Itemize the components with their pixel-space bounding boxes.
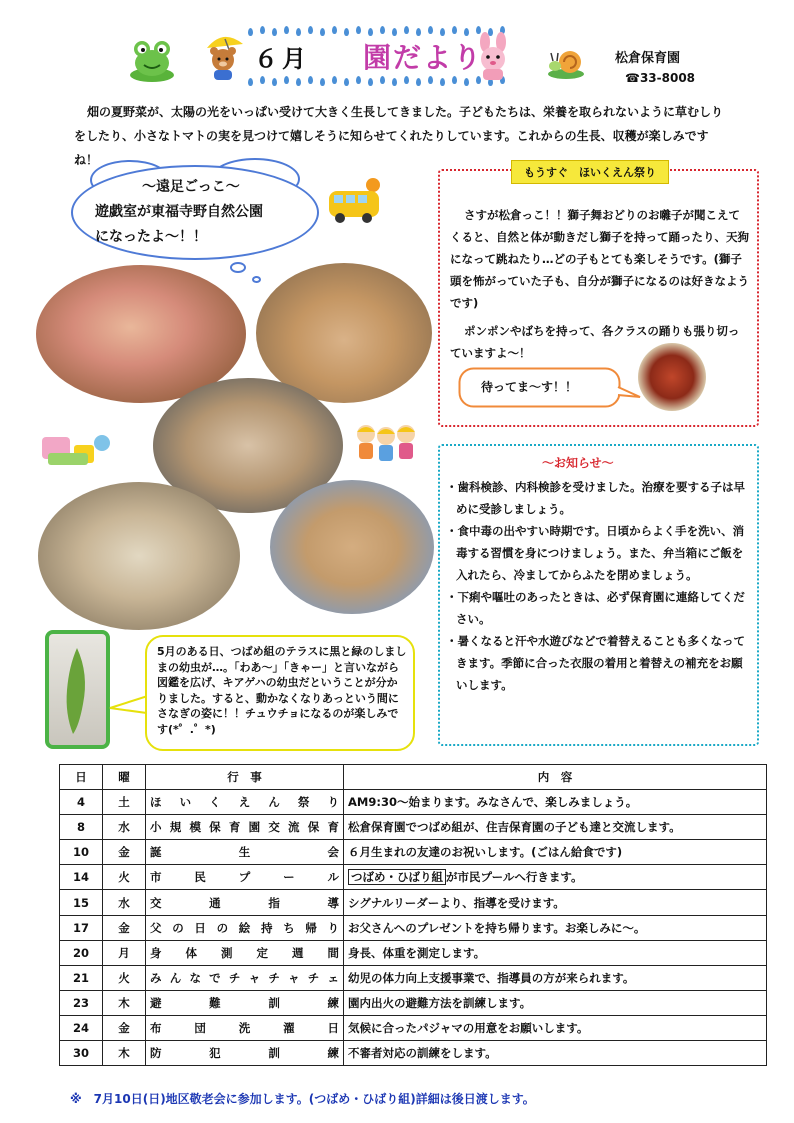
excursion-line-3: になったよ～！！ bbox=[95, 229, 207, 245]
cell-day: 24 bbox=[60, 1015, 103, 1040]
table-row bbox=[60, 865, 767, 890]
notices-list bbox=[446, 476, 752, 696]
raindrop-icon bbox=[284, 76, 289, 84]
detail-text: AM9:30～始まります。みなさんで、楽しみましょう。 bbox=[348, 795, 638, 810]
detail-text: 園内出火の避難方法を訓練します。 bbox=[348, 995, 532, 1010]
cloud-tail-dot bbox=[252, 276, 261, 283]
table-row bbox=[60, 940, 767, 965]
raindrop-icon bbox=[308, 76, 313, 84]
notice-item: ・暑くなると汗や水遊びなどで着替えることも多くなってきます。季節に合った衣服の着用と着替えの補充をお願いします。 bbox=[446, 634, 745, 692]
cell-detail bbox=[344, 915, 767, 940]
photo-lion-mask bbox=[638, 343, 706, 411]
frog-icon bbox=[128, 37, 176, 83]
cell-weekday: 木 bbox=[103, 1041, 146, 1066]
cell-event bbox=[146, 915, 344, 940]
month-title: ６月 bbox=[254, 45, 310, 73]
cell-day: 30 bbox=[60, 1041, 103, 1066]
cell-weekday: 火 bbox=[103, 965, 146, 990]
raindrop-icon bbox=[296, 28, 301, 36]
cell-day: 15 bbox=[60, 890, 103, 915]
event-name: 布 団 洗 濯 日 bbox=[150, 1020, 339, 1035]
raindrop-icon bbox=[404, 76, 409, 84]
raindrop-icon bbox=[428, 26, 433, 34]
table-row bbox=[60, 840, 767, 865]
cell-day: 20 bbox=[60, 940, 103, 965]
event-name: 防 犯 訓 練 bbox=[150, 1046, 339, 1061]
detail-text: 身長、体重を測定します。 bbox=[348, 945, 486, 960]
raindrop-icon bbox=[344, 78, 349, 86]
cell-day: 21 bbox=[60, 965, 103, 990]
raindrop-icon bbox=[392, 28, 397, 36]
raindrop-icon bbox=[416, 78, 421, 86]
phone-number: ☎33-8008 bbox=[625, 71, 696, 85]
cell-event bbox=[146, 790, 344, 815]
cell-day: 23 bbox=[60, 990, 103, 1015]
raindrop-icon bbox=[272, 28, 277, 36]
cell-weekday: 水 bbox=[103, 815, 146, 840]
event-name: 身 体 測 定 週 間 bbox=[150, 945, 339, 960]
event-name: 誕 生 会 bbox=[150, 845, 339, 860]
photo-children-playroom bbox=[38, 482, 240, 630]
cell-detail bbox=[344, 790, 767, 815]
festival-text-2: ポンポンやばちを持って、各クラスの踊りも張り切っていますよ～！ bbox=[450, 324, 740, 360]
raindrop-icon bbox=[320, 28, 325, 36]
raindrop-icon bbox=[392, 78, 397, 86]
excursion-subtitle: ～遠足ごっこ～ bbox=[142, 179, 240, 195]
raindrop-icon bbox=[284, 26, 289, 34]
raindrop-icon bbox=[404, 26, 409, 34]
cell-detail bbox=[344, 890, 767, 915]
cell-event bbox=[146, 940, 344, 965]
cell-weekday: 水 bbox=[103, 890, 146, 915]
table-header-row bbox=[60, 765, 767, 790]
table-row bbox=[60, 915, 767, 940]
table-row bbox=[60, 1015, 767, 1040]
raindrop-icon bbox=[344, 28, 349, 36]
raindrop-icon bbox=[428, 76, 433, 84]
event-name: み ん な で チ ャ チ ャ チ ェ bbox=[150, 970, 339, 985]
table-row bbox=[60, 1041, 767, 1066]
intro-paragraph: 畑の夏野菜が、太陽の光をいっぱい受けて大きく生長してきました。子どもたちは、栄養を取られないように草むしりをしたり、小さなトマトの実を見つけて嬉しそうに知らせてくれたりしています。これからの生長、収穫が楽しみですね！ bbox=[74, 105, 724, 167]
cell-detail bbox=[344, 1041, 767, 1066]
notice-item: ・歯科検診、内科検診を受けました。治療を要する子は早めに受診しましょう。 bbox=[446, 480, 745, 516]
newsletter-title: 園だより bbox=[363, 41, 484, 74]
detail-text: 幼児の体力向上支援事業で、指導員の方が来られます。 bbox=[348, 970, 635, 985]
cell-weekday: 金 bbox=[103, 840, 146, 865]
raindrop-icon bbox=[416, 28, 421, 36]
raindrop-icon bbox=[368, 28, 373, 36]
cell-event bbox=[146, 1015, 344, 1040]
cell-event bbox=[146, 840, 344, 865]
cell-weekday: 木 bbox=[103, 990, 146, 1015]
photo-chrysalis bbox=[45, 630, 110, 749]
raindrop-icon bbox=[296, 78, 301, 86]
cell-event bbox=[146, 965, 344, 990]
cell-detail bbox=[344, 815, 767, 840]
table-row bbox=[60, 890, 767, 915]
schedule-table bbox=[59, 764, 767, 1066]
cell-detail bbox=[344, 840, 767, 865]
event-name: 避 難 訓 練 bbox=[150, 995, 339, 1010]
cell-event bbox=[146, 815, 344, 840]
raindrop-icon bbox=[308, 26, 313, 34]
detail-text: 松倉保育園でつばめ組が、住吉保育園の子ども達と交流します。 bbox=[348, 820, 681, 835]
event-name: 小 規 模 保 育 園 交 流 保 育 bbox=[150, 820, 339, 835]
school-name: 松倉保育園 bbox=[615, 51, 681, 66]
festival-tag: もうすぐ ほいくえん祭り bbox=[511, 160, 669, 184]
detail-text: 気候に合ったパジャマの用意をお願いします。 bbox=[348, 1020, 589, 1035]
cell-event bbox=[146, 990, 344, 1015]
raindrop-icon bbox=[464, 78, 469, 86]
photo-child-in-box bbox=[270, 480, 434, 614]
festival-bubble-text: 待ってま～す！！ bbox=[481, 380, 578, 394]
boxed-class-name: つばめ・ひばり組 bbox=[348, 869, 446, 885]
cell-day: 8 bbox=[60, 815, 103, 840]
cell-event bbox=[146, 1041, 344, 1066]
bus-icon bbox=[325, 175, 385, 225]
notice-item: ・食中毒の出やすい時期です。日頃からよく手を洗い、消毒する習慣を身につけましょう。また、弁当箱にご飯を入れたら、冷ましてからふたを閉めましょう。 bbox=[446, 524, 745, 582]
event-name: 父 の 日 の 絵 持 ち 帰 り bbox=[150, 920, 339, 935]
raindrop-icon bbox=[272, 78, 277, 86]
raindrop-icon bbox=[440, 78, 445, 86]
cell-weekday: 火 bbox=[103, 865, 146, 890]
cell-day: 17 bbox=[60, 915, 103, 940]
caterpillar-text: 5月のある日、つばめ組のテラスに黒と緑のしましまの幼虫が…。「わあ～」「きゃー」と言いながら図鑑を広げ、キアゲハの幼虫だということが分かりました。すると、動かなくなりあっという間にさなぎの姿に！！チュウチョになるのが楽しみです(*゜.゜*) bbox=[157, 645, 407, 736]
raindrop-icon bbox=[356, 26, 361, 34]
raindrop-icon bbox=[452, 76, 457, 84]
raindrop-icon bbox=[356, 76, 361, 84]
bear-umbrella-icon bbox=[203, 30, 251, 82]
event-name: 市 民 プ ー ル bbox=[150, 870, 339, 885]
raindrop-icon bbox=[332, 76, 337, 84]
raindrop-icon bbox=[368, 78, 373, 86]
festival-text: さすが松倉っこ！！獅子舞おどりのお囃子が聞こえてくると、自然と体が動きだし獅子を持って踊ったり、天狗になって跳ねたり…どの子もとても楽しそうです。(獅子頭を怖がっていた子も、自分が獅子になるのは好きなようです) bbox=[450, 208, 749, 310]
detail-text: シグナルリーダーより、指導を受けます。 bbox=[348, 895, 565, 910]
raindrop-icon bbox=[464, 28, 469, 36]
header-weekday: 曜 bbox=[103, 765, 146, 790]
table-row bbox=[60, 990, 767, 1015]
cell-day: 14 bbox=[60, 865, 103, 890]
kids-running-icon bbox=[352, 420, 420, 472]
cell-detail bbox=[344, 990, 767, 1015]
table-row bbox=[60, 790, 767, 815]
event-name: ほ い く え ん 祭 り bbox=[150, 795, 339, 810]
raindrop-icon bbox=[260, 26, 265, 34]
cell-event bbox=[146, 890, 344, 915]
raindrop-icon bbox=[320, 78, 325, 86]
header-event: 行 事 bbox=[146, 765, 344, 790]
toys-icon bbox=[40, 423, 114, 471]
cell-weekday: 月 bbox=[103, 940, 146, 965]
schedule-body bbox=[60, 790, 767, 1066]
header-day: 日 bbox=[60, 765, 103, 790]
cloud-tail-dot bbox=[230, 262, 246, 273]
event-name: 交 通 指 導 bbox=[150, 895, 339, 910]
cell-detail bbox=[344, 940, 767, 965]
table-row bbox=[60, 965, 767, 990]
cell-detail bbox=[344, 1015, 767, 1040]
raindrop-icon bbox=[452, 26, 457, 34]
detail-text: お父さんへのプレゼントを持ち帰ります。お楽しみに～。 bbox=[348, 920, 646, 935]
raindrop-icon bbox=[380, 26, 385, 34]
raindrop-icon bbox=[260, 76, 265, 84]
detail-text: ６月生まれの友達のお祝いします。(ごはん給食です) bbox=[348, 845, 623, 860]
raindrop-icon bbox=[380, 76, 385, 84]
cell-weekday: 金 bbox=[103, 915, 146, 940]
table-row bbox=[60, 815, 767, 840]
notices-heading: ～お知らせ～ bbox=[542, 456, 614, 470]
footnote: ※ 7月10日(日)地区敬老会に参加します。(つばめ・ひばり組)詳細は後日渡します。 bbox=[70, 1092, 535, 1106]
detail-text: が市民プールへ行きます。 bbox=[446, 870, 583, 885]
snail-icon bbox=[546, 44, 586, 80]
raindrop-icon bbox=[440, 28, 445, 36]
notice-item: ・下痢や嘔吐のあったときは、必ず保育園に連絡してください。 bbox=[446, 590, 745, 626]
cell-event bbox=[146, 865, 344, 890]
cell-day: 4 bbox=[60, 790, 103, 815]
cell-weekday: 金 bbox=[103, 1015, 146, 1040]
detail-text: 不審者対応の訓練をします。 bbox=[348, 1046, 497, 1061]
raindrop-icon bbox=[332, 26, 337, 34]
chrysalis-icon bbox=[49, 634, 106, 745]
excursion-line-2: 遊戯室が東福寺野自然公園 bbox=[95, 204, 263, 220]
cell-weekday: 土 bbox=[103, 790, 146, 815]
header-detail: 内 容 bbox=[344, 765, 767, 790]
cell-detail bbox=[344, 965, 767, 990]
cell-detail bbox=[344, 865, 767, 890]
cell-day: 10 bbox=[60, 840, 103, 865]
